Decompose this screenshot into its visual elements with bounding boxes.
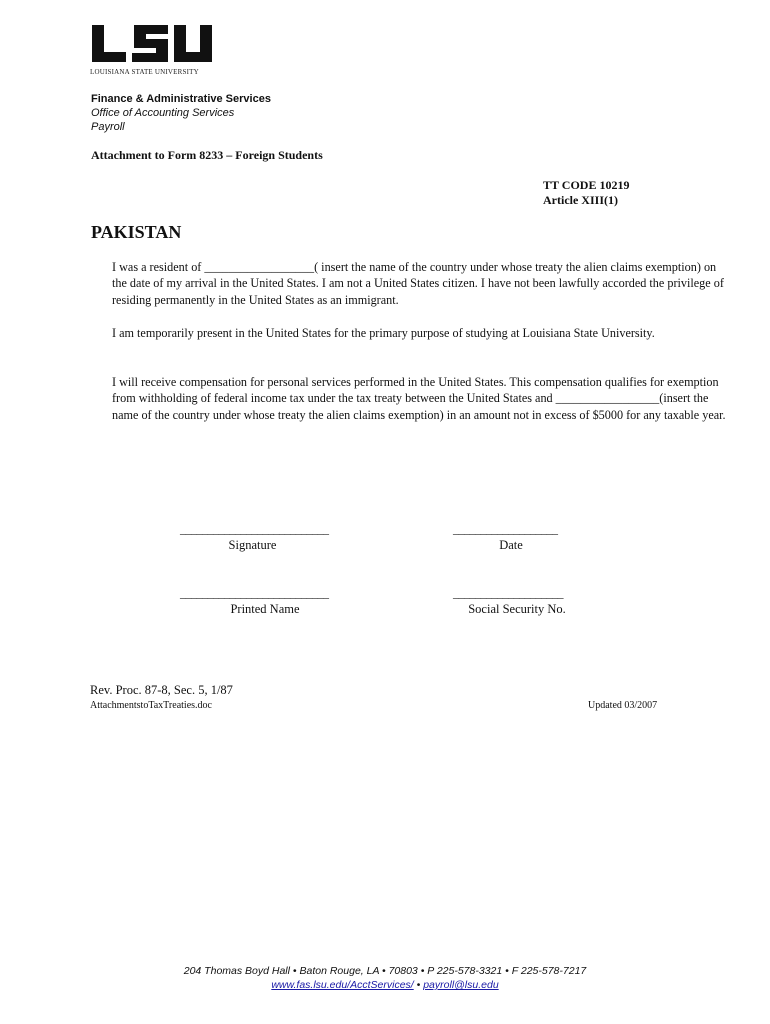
ssn-line[interactable]: ____________________	[453, 586, 563, 600]
footer-address: 204 Thomas Boyd Hall • Baton Rouge, LA • 70803 • P 225-578-3321 • F 225-578-7217	[183, 965, 587, 977]
signature-label: Signature	[228, 538, 277, 552]
updated-date: Updated 03/2007	[588, 700, 658, 711]
date-label: Date	[499, 538, 523, 552]
page-footer	[0, 964, 770, 992]
tt-code: TT CODE 10219	[543, 178, 630, 192]
printed-name-line[interactable]: ___________________________	[180, 586, 329, 600]
department-header	[91, 92, 271, 134]
revenue-procedure: Rev. Proc. 87-8, Sec. 5, 1/87	[90, 683, 233, 697]
purpose-paragraph: I am temporarily present in the United States for the primary purpose of studying at Louisiana State University.	[112, 326, 655, 340]
residency-paragraph: I was a resident of __________________( insert the name of the country under whose treaty the alien claims exemption) on the date of my arrival in the United States. I am not a United States citizen. I have not been lawfully accorded the privilege of residing permanently in the United States as an immigrant.	[112, 260, 724, 307]
date-line[interactable]: ___________________	[453, 522, 558, 536]
treaty-code-block	[543, 178, 629, 208]
article: Article XIII(1)	[543, 193, 618, 207]
logo-caption: LOUISIANA STATE UNIVERSITY	[90, 68, 199, 76]
signature-line[interactable]: ___________________________	[180, 522, 329, 536]
ssn-label: Social Security No.	[468, 602, 566, 616]
unit-name: Payroll	[91, 121, 125, 133]
document-title: Attachment to Form 8233 – Foreign Students	[91, 148, 323, 162]
footer-separator: •	[413, 979, 424, 991]
email-link[interactable]: payroll@lsu.edu	[423, 979, 499, 991]
document-filename: AttachmentstoTaxTreaties.doc	[90, 700, 212, 711]
compensation-paragraph: I will receive compensation for personal services performed in the United States. This compensation qualifies for exemption from withholding of federal income tax under the tax treaty between the United States and _________________(insert the name of the country under whose treaty the alien claims exemption) in an amount not in excess of $5000 for any taxable year.	[112, 375, 726, 422]
office-name: Office of Accounting Services	[91, 107, 235, 119]
dept-name: Finance & Administrative Services	[91, 93, 271, 105]
country-heading: PAKISTAN	[91, 222, 182, 242]
website-link[interactable]: www.fas.lsu.edu/AcctServices/	[271, 979, 414, 991]
footer-links	[0, 978, 770, 992]
printed-name-label: Printed Name	[230, 602, 300, 616]
